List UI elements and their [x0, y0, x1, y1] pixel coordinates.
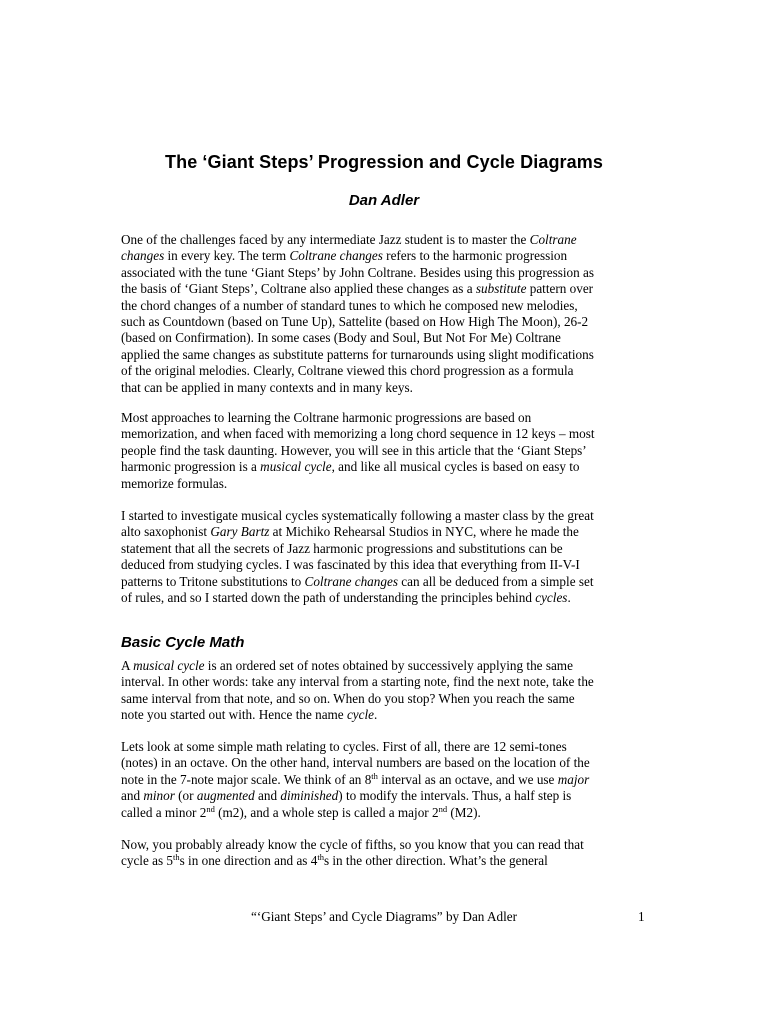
paragraph-cycle-math	[121, 739, 649, 821]
text-line: (based on Confirmation). In some cases (Body and Soul, But Not For Me) Coltrane	[121, 330, 561, 346]
text-line: alto saxophonist Gary Bartz at Michiko Rehearsal Studios in NYC, where he made the	[121, 524, 579, 540]
text-line: of rules, and so I started down the path of understanding the principles behind cycles.	[121, 590, 571, 606]
text-line: Now, you probably already know the cycle of fifths, so you know that you can read that	[121, 837, 584, 852]
text-line: changes in every key. The term Coltrane changes refers to the harmonic progression	[121, 248, 568, 264]
text-line: the basis of ‘Giant Steps’, Coltrane also applied these changes as a substitute pattern over	[121, 281, 594, 297]
text-line: memorization, and when faced with memorizing a long chord sequence in 12 keys – most	[121, 426, 595, 442]
document-title: The ‘Giant Steps’ Progression and Cycle Diagrams	[165, 152, 603, 172]
text-line: people find the task daunting. However, you will see in this article that the ‘Giant Steps’	[121, 442, 587, 458]
text-line: interval. In other words: take any interval from a starting note, find the next note, take the	[121, 674, 594, 690]
paragraph-approaches	[121, 410, 649, 492]
text-line: such as Countdown (based on Tune Up), Sattelite (based on How High The Moon), 26-2	[121, 314, 589, 330]
text-line: Most approaches to learning the Coltrane harmonic progressions are based on	[121, 410, 532, 425]
footer-text: “‘Giant Steps’ and Cycle Diagrams” by Dan Adler	[251, 909, 517, 924]
page-number: 1	[638, 909, 645, 924]
text-line: deduced from studying cycles. I was fascinated by this idea that everything from II-V-I	[121, 557, 580, 573]
text-line: and minor (or augmented and diminished) to modify the intervals. Thus, a half step is	[121, 788, 572, 804]
text-line: memorize formulas.	[121, 475, 228, 491]
text-line: note you started out with. Hence the name cycle.	[121, 707, 378, 723]
paragraph-cycle-definition	[121, 658, 649, 724]
text-line: A musical cycle is an ordered set of notes obtained by successively applying the same	[121, 658, 573, 673]
text-line: associated with the tune ‘Giant Steps’ by John Coltrane. Besides using this progression as	[121, 264, 594, 280]
paragraph-intro	[121, 232, 649, 396]
text-line: note in the 7-note major scale. We think of an 8th interval as an octave, and we use major	[121, 770, 590, 787]
text-line: One of the challenges faced by any intermediate Jazz student is to master the Coltrane	[121, 232, 577, 247]
document-author: Dan Adler	[348, 192, 420, 209]
text-line: same interval from that note, and so on. When do you stop? When you reach the same	[121, 690, 575, 706]
text-line: that can be applied in many contexts and in many keys.	[121, 379, 413, 395]
text-line: the chord changes of a number of standard tunes to which he composed new melodies,	[121, 297, 578, 313]
text-line: applied the same changes as substitute patterns for turnarounds using slight modifications	[121, 346, 594, 362]
text-line: I started to investigate musical cycles systematically following a master class by the great	[121, 508, 594, 523]
paragraph-cycle-of-fifths	[121, 837, 649, 870]
paragraph-investigation	[121, 508, 649, 606]
text-line: statement that all the secrets of Jazz harmonic progressions and substitutions can be	[121, 540, 563, 556]
text-line: (notes) in an octave. On the other hand, interval numbers are based on the location of the	[121, 755, 590, 771]
text-line: cycle as 5ths in one direction and as 4ths in the other direction. What’s the general	[121, 852, 548, 869]
text-line: called a minor 2nd (m2), and a whole step is called a major 2nd (M2).	[121, 803, 481, 820]
text-line: Lets look at some simple math relating to cycles. First of all, there are 12 semi-tones	[121, 739, 567, 754]
text-line: harmonic progression is a musical cycle, and like all musical cycles is based on easy to	[121, 459, 580, 475]
text-line: patterns to Tritone substitutions to Coltrane changes can all be deduced from a simple set	[121, 573, 594, 589]
text-line: of the original melodies. Clearly, Coltrane viewed this chord progression as a formula	[121, 363, 574, 379]
section-heading: Basic Cycle Math	[121, 634, 245, 651]
